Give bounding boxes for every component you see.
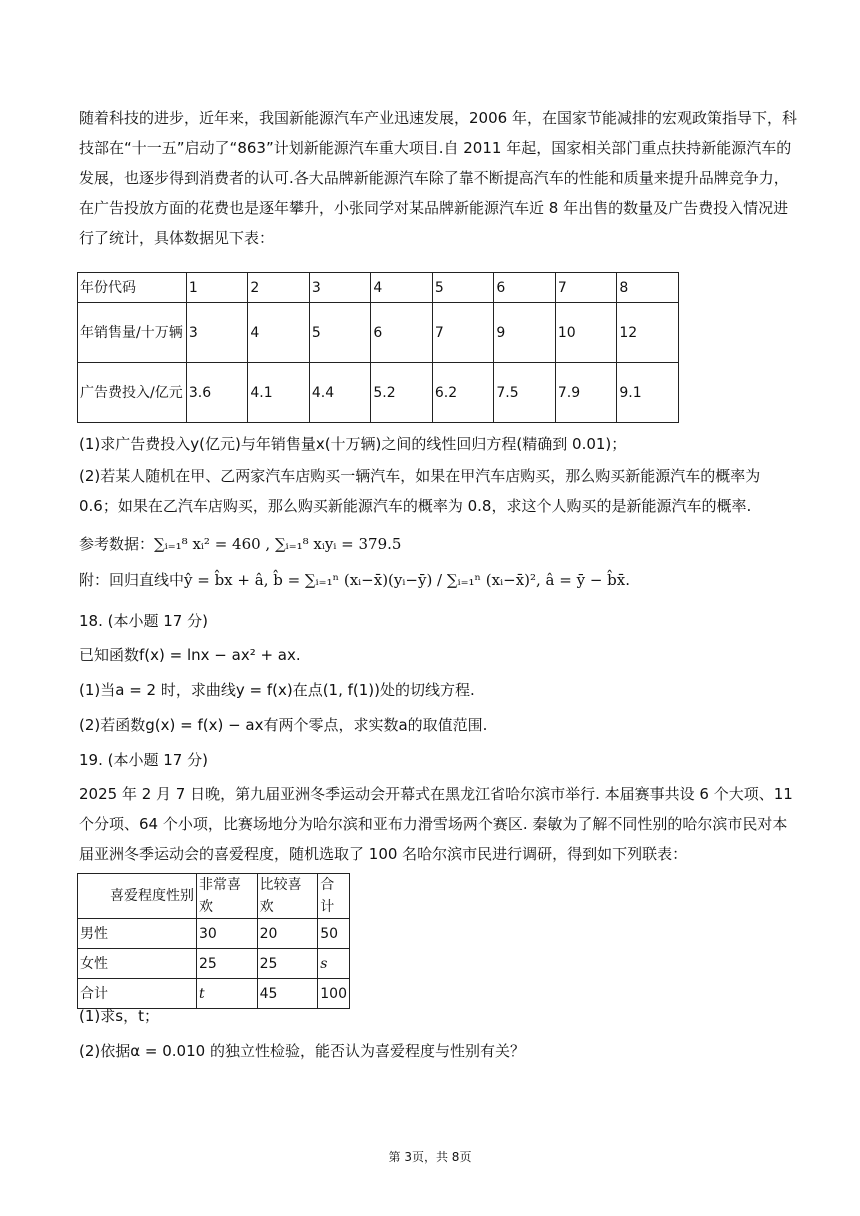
header-cell: 喜爱程度性别 [78,874,197,919]
table-cell: 合计 [78,979,197,1009]
formula-note: 附：回归直线中ŷ = b̂x + â, b̂ = ∑ᵢ₌₁ⁿ (xᵢ−x̄)(yᵢ−ȳ) / ∑ᵢ₌₁ⁿ (xᵢ−x̄)², â = ȳ − b̂x̄. [79,571,631,589]
table-cell: 1 [186,273,248,303]
table-cell: 9.1 [617,363,679,423]
table-cell: 50 [318,919,350,949]
table-cell: 3 [309,273,371,303]
table-cell: 6 [494,273,556,303]
row-label: 年销售量/十万辆 [78,303,187,363]
q19-part1: (1)求s，t； [79,1007,159,1025]
table-cell: 9 [494,303,556,363]
table-cell: 7.9 [555,363,617,423]
q19-header: 19. (本小题 17 分) [79,751,208,769]
table-cell: 5 [432,273,494,303]
table-row [78,363,679,423]
table-cell: 30 [197,919,258,949]
table-cell: 女性 [78,949,197,979]
table-cell: 7 [432,303,494,363]
table-row [78,949,350,979]
page-footer: 第 3页，共 8页 [388,1150,472,1164]
q18-header: 18. (本小题 17 分) [79,612,208,630]
table-row [78,273,679,303]
table-cell: 3 [186,303,248,363]
table-cell: 100 [318,979,350,1009]
row-label: 年份代码 [78,273,187,303]
table-cell: 8 [617,273,679,303]
contingency-table [77,873,350,1009]
table-row [78,919,350,949]
table-cell: 男性 [78,919,197,949]
table-cell: 25 [257,949,318,979]
table-cell: 7 [555,273,617,303]
table-header-row [78,874,350,919]
q17-part1: (1)求广告费投入y(亿元)与年销售量x(十万辆)之间的线性回归方程(精确到 0.01)； [79,435,627,453]
table-cell: t [197,979,258,1009]
header-cell: 合计 [318,874,350,919]
table-cell: 2 [248,273,310,303]
table-cell: 7.5 [494,363,556,423]
table-cell: 4 [371,273,433,303]
q18-stem: 已知函数f(x) = lnx − ax² + ax. [79,646,301,664]
table-cell: 4 [248,303,310,363]
table-cell: 12 [617,303,679,363]
q19-part2: (2)依据α = 0.010 的独立性检验，能否认为喜爱程度与性别有关？ [79,1042,525,1060]
q19-paragraph: 2025 年 2 月 7 日晚，第九届亚洲冬季运动会开幕式在黑龙江省哈尔滨市举行. 本届赛事共设 6 个大项、11 个分项、64 个小项，比赛场地分为哈尔滨和亚布力滑雪场两个赛区. 秦敏为了解不同性别的哈尔滨市民对本届亚洲冬季运动会的喜爱程度，随机选取了 100 名哈尔滨市民进行调研，得到如下列联表： [79,785,793,863]
table-cell: 3.6 [186,363,248,423]
sales-data-table [77,272,679,423]
table-cell: 6.2 [432,363,494,423]
table-cell: 4.4 [309,363,371,423]
intro-paragraph: 随着科技的进步，近年来，我国新能源汽车产业迅速发展，2006 年，在国家节能减排的宏观政策指导下，科技部在“十一五”启动了“863”计划新能源汽车重大项目.自 2011 年起，国家相关部门重点扶持新能源汽车的发展，也逐步得到消费者的认可.各大品牌新能源汽车除了靠不断提高汽车的性能和质量来提升品牌竞争力，在广告投放方面的花费也是逐年攀升，小张同学对某品牌新能源汽车近 8 年出售的数量及广告费投入情况进行了统计，具体数据见下表： [79,109,797,247]
table-cell: s [318,949,350,979]
table-cell: 4.1 [248,363,310,423]
table-cell: 45 [257,979,318,1009]
header-cell: 非常喜欢 [197,874,258,919]
table-cell: 6 [371,303,433,363]
q18-part1: (1)当a = 2 时，求曲线y = f(x)在点(1, f(1))处的切线方程. [79,681,475,699]
q18-part2: (2)若函数g(x) = f(x) − ax有两个零点，求实数a的取值范围. [79,716,488,734]
table-row [78,303,679,363]
table-cell: 10 [555,303,617,363]
header-cell: 比较喜欢 [257,874,318,919]
table-cell: 25 [197,949,258,979]
q17-part2: (2)若某人随机在甲、乙两家汽车店购买一辆汽车，如果在甲汽车店购买，那么购买新能源汽车的概率为 0.6；如果在乙汽车店购买，那么购买新能源汽车的概率为 0.8，求这个人购买的是新能源汽车的概率. [79,467,761,515]
table-cell: 20 [257,919,318,949]
table-cell: 5 [309,303,371,363]
reference-data: 参考数据：∑ᵢ₌₁⁸ xᵢ² = 460 , ∑ᵢ₌₁⁸ xᵢyᵢ = 379.5 [79,535,402,553]
table-cell: 5.2 [371,363,433,423]
row-label: 广告费投入/亿元 [78,363,187,423]
